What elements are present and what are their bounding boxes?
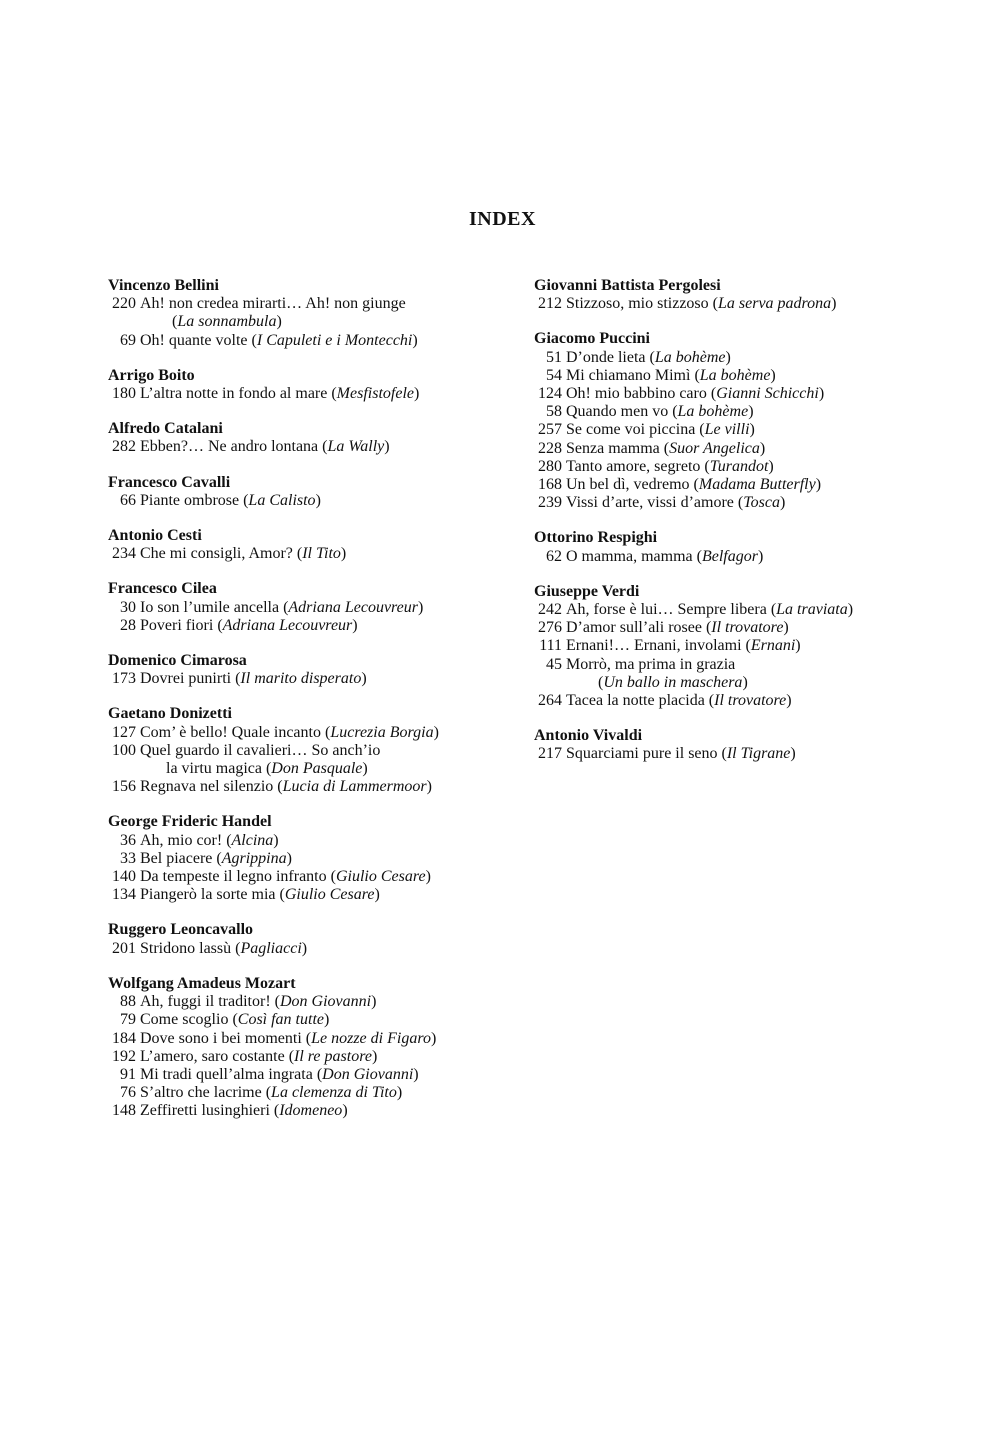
page-number: 45 bbox=[546, 655, 562, 673]
page-number: 192 bbox=[112, 1047, 136, 1065]
index-column-right bbox=[534, 277, 934, 781]
index-entry: 76 S’altro che lacrime (La clemenza di Tito) bbox=[108, 1084, 508, 1102]
index-entry: 280 Tanto amore, segreto (Turandot) bbox=[534, 458, 934, 476]
index-entry: 156 Regnava nel silenzio (Lucia di Lammermoor) bbox=[108, 778, 508, 796]
index-entry: 58 Quando men vo (La bohème) bbox=[534, 403, 934, 421]
opera-title: I Capuleti e i Montecchi bbox=[256, 331, 413, 349]
composer-block bbox=[108, 580, 508, 635]
opera-title: Don Giovanni bbox=[279, 993, 372, 1011]
page-number: 33 bbox=[120, 849, 136, 867]
composer-block bbox=[534, 277, 934, 313]
index-entry: 180 L’altra notte in fondo al mare (Mesfistofele) bbox=[108, 385, 508, 403]
opera-title: Un ballo in maschera bbox=[603, 673, 743, 691]
aria-title: Come scoglio bbox=[140, 1011, 229, 1029]
index-entry: 51 D’onde lieta (La bohème) bbox=[534, 349, 934, 367]
page-number: 239 bbox=[538, 494, 562, 512]
page-number: 88 bbox=[120, 993, 136, 1011]
aria-title: D’amor sull’ali rosee bbox=[566, 619, 702, 637]
aria-title: Squarciami pure il seno bbox=[566, 745, 718, 763]
composer-name: Francesco Cilea bbox=[108, 580, 217, 598]
opera-title: Don Giovanni bbox=[322, 1065, 414, 1083]
opera-title: La clemenza di Tito bbox=[271, 1084, 397, 1102]
composer-block bbox=[108, 474, 508, 510]
composer-block bbox=[534, 330, 934, 512]
index-entry: 184 Dove sono i bei momenti (Le nozze di Figaro) bbox=[108, 1030, 508, 1048]
opera-title: Pagliacci bbox=[240, 939, 302, 957]
composer-name: Wolfgang Amadeus Mozart bbox=[108, 974, 296, 992]
opera-title: La Calisto bbox=[248, 491, 316, 509]
aria-title: Se come voi piccina bbox=[566, 421, 696, 439]
opera-title: Il trovatore bbox=[714, 692, 787, 710]
index-entry: 79 Come scoglio (Così fan tutte) bbox=[108, 1011, 508, 1029]
opera-title: Le nozze di Figaro bbox=[311, 1029, 431, 1047]
opera-title: La bohème bbox=[699, 366, 771, 384]
index-entry: 54 Mi chiamano Mimì (La bohème) bbox=[534, 367, 934, 385]
index-entry: 239 Vissi d’arte, vissi d’amore (Tosca) bbox=[534, 494, 934, 512]
aria-title: Quando men vo bbox=[566, 403, 669, 421]
page-number: 54 bbox=[546, 366, 562, 384]
aria-title: L’altra notte in fondo al mare bbox=[140, 385, 328, 403]
composer-name: Domenico Cimarosa bbox=[108, 652, 247, 670]
aria-title: Dovrei punirti bbox=[140, 670, 232, 688]
opera-title: La traviata bbox=[776, 601, 848, 619]
page-number: 124 bbox=[538, 385, 562, 403]
aria-title: Vissi d’arte, vissi d’amore bbox=[566, 494, 734, 512]
index-entry: 212 Stizzoso, mio stizzoso (La serva padrona) bbox=[534, 295, 934, 313]
composer-block bbox=[108, 705, 508, 796]
index-entry: 228 Senza mamma (Suor Angelica) bbox=[534, 440, 934, 458]
index-entry: 88 Ah, fuggi il traditor! (Don Giovanni) bbox=[108, 993, 508, 1011]
page-number: 79 bbox=[120, 1011, 136, 1029]
aria-title: la virtu magica bbox=[166, 760, 262, 778]
index-entry bbox=[108, 742, 508, 760]
opera-title: Il marito disperato bbox=[240, 670, 362, 688]
index-entry: 111 Ernani!… Ernani, involami (Ernani) bbox=[534, 637, 934, 655]
page-number: 76 bbox=[120, 1084, 136, 1102]
page-number: 234 bbox=[112, 545, 136, 563]
index-entry: 36 Ah, mio cor! (Alcina) bbox=[108, 832, 508, 850]
index-entry: 30 Io son l’umile ancella (Adriana Lecouvreur) bbox=[108, 599, 508, 617]
index-entry: 66 Piante ombrose (La Calisto) bbox=[108, 492, 508, 510]
opera-title: Agrippina bbox=[221, 849, 287, 867]
composer-name: Francesco Cavalli bbox=[108, 473, 231, 491]
index-entry: 276 D’amor sull’ali rosee (Il trovatore) bbox=[534, 619, 934, 637]
aria-title: Bel piacere bbox=[140, 849, 213, 867]
aria-title: Poveri fiori bbox=[140, 616, 214, 634]
index-entry: 69 Oh! quante volte (I Capuleti e i Montecchi) bbox=[108, 332, 508, 350]
opera-title: La bohème bbox=[654, 348, 726, 366]
entry-continuation: (La sonnambula) bbox=[172, 313, 282, 331]
opera-title: Il re pastore bbox=[294, 1047, 372, 1065]
index-entry: 201 Stridono lassù (Pagliacci) bbox=[108, 940, 508, 958]
page-number: 242 bbox=[538, 601, 562, 619]
entry-continuation: (Un ballo in maschera) bbox=[598, 673, 748, 691]
opera-title: Giulio Cesare bbox=[335, 868, 426, 886]
opera-title: Il Tito bbox=[302, 545, 341, 563]
aria-title: Ah, forse è lui… Sempre libera bbox=[566, 601, 767, 619]
aria-title: Regnava nel silenzio bbox=[140, 778, 274, 796]
composer-name: Ruggero Leoncavallo bbox=[108, 921, 254, 939]
page-number: 100 bbox=[112, 741, 136, 759]
composer-block bbox=[534, 583, 934, 710]
aria-title: Da tempeste il legno infranto bbox=[140, 868, 327, 886]
composer-block bbox=[534, 529, 934, 565]
aria-title: Ernani!… Ernani, involami bbox=[566, 637, 742, 655]
page-number: 91 bbox=[120, 1065, 136, 1083]
page-number: 276 bbox=[538, 619, 562, 637]
index-entry: 192 L’amero, saro costante (Il re pastore) bbox=[108, 1048, 508, 1066]
opera-title: Lucia di Lammermoor bbox=[282, 778, 427, 796]
opera-title: Lucrezia Borgia bbox=[330, 723, 434, 741]
page-number: 28 bbox=[120, 616, 136, 634]
index-column-left bbox=[108, 277, 508, 1138]
aria-title: Mi tradi quell’alma ingrata bbox=[140, 1065, 313, 1083]
composer-name: Gaetano Donizetti bbox=[108, 705, 232, 723]
page-number: 134 bbox=[112, 886, 136, 904]
opera-title: La serva padrona bbox=[717, 295, 832, 313]
page-number: 66 bbox=[120, 491, 136, 509]
aria-title: Mi chiamano Mimì bbox=[566, 366, 691, 384]
composer-block bbox=[108, 921, 508, 957]
opera-title: Turandot bbox=[709, 457, 769, 475]
composer-name: Giuseppe Verdi bbox=[534, 582, 640, 600]
page-number: 257 bbox=[538, 421, 562, 439]
page-title: INDEX bbox=[469, 208, 536, 230]
opera-title: Madama Butterfly bbox=[698, 476, 816, 494]
composer-block bbox=[108, 975, 508, 1121]
page-number: 168 bbox=[538, 476, 562, 494]
index-entry: 282 Ebben?… Ne andro lontana (La Wally) bbox=[108, 438, 508, 456]
aria-title: Piangerò la sorte mia bbox=[140, 886, 276, 904]
aria-title: Ah, mio cor! bbox=[140, 831, 223, 849]
opera-title: Il trovatore bbox=[711, 619, 784, 637]
page-number: 140 bbox=[112, 868, 136, 886]
aria-title: D’onde lieta bbox=[566, 348, 646, 366]
page-number: 212 bbox=[538, 295, 562, 313]
entry-continuation: la virtu magica (Don Pasquale) bbox=[166, 760, 368, 778]
index-entry: 242 Ah, forse è lui… Sempre libera (La traviata) bbox=[534, 601, 934, 619]
aria-title: Ah, fuggi il traditor! bbox=[140, 993, 271, 1011]
aria-title: Che mi consigli, Amor? bbox=[140, 545, 293, 563]
composer-name: Antonio Vivaldi bbox=[534, 727, 643, 745]
composer-name: Antonio Cesti bbox=[108, 527, 202, 545]
composer-block bbox=[534, 727, 934, 763]
aria-title: Ebben?… Ne andro lontana bbox=[140, 438, 319, 456]
page-number: 180 bbox=[112, 385, 136, 403]
page-number: 58 bbox=[546, 403, 562, 421]
composer-name: Vincenzo Bellini bbox=[108, 277, 219, 294]
opera-title: Le villi bbox=[704, 421, 750, 439]
aria-title: Oh! mio babbino caro bbox=[566, 385, 707, 403]
index-entry: 134 Piangerò la sorte mia (Giulio Cesare) bbox=[108, 886, 508, 904]
index-entry: 28 Poveri fiori (Adriana Lecouvreur) bbox=[108, 617, 508, 635]
index-entry: 91 Mi tradi quell’alma ingrata (Don Giovanni) bbox=[108, 1066, 508, 1084]
opera-title: Così fan tutte bbox=[237, 1011, 324, 1029]
page-number: 217 bbox=[538, 745, 562, 763]
composer-block bbox=[108, 277, 508, 350]
index-entry: 148 Zeffiretti lusinghieri (Idomeneo) bbox=[108, 1102, 508, 1120]
composer-name: Giacomo Puccini bbox=[534, 330, 650, 348]
opera-title: Don Pasquale bbox=[271, 760, 363, 778]
page-number: 148 bbox=[112, 1102, 136, 1120]
opera-title: Giulio Cesare bbox=[284, 886, 375, 904]
opera-title: La Wally bbox=[327, 438, 385, 456]
aria-title: Tacea la notte placida bbox=[566, 692, 705, 710]
opera-title: Mesfistofele bbox=[336, 385, 414, 403]
aria-title: Piante ombrose bbox=[140, 491, 240, 509]
composer-block bbox=[108, 652, 508, 688]
page-number: 282 bbox=[112, 438, 136, 456]
aria-title: Stizzoso, mio stizzoso bbox=[566, 295, 709, 313]
opera-title: La bohème bbox=[677, 403, 749, 421]
composer-block bbox=[108, 813, 508, 904]
aria-title: Un bel dì, vedremo bbox=[566, 476, 690, 494]
index-entry: 168 Un bel dì, vedremo (Madama Butterfly) bbox=[534, 476, 934, 494]
page-number: 62 bbox=[546, 547, 562, 565]
aria-title: Quel guardo il cavalieri… So anch’io bbox=[140, 741, 381, 759]
opera-title: Belfagor bbox=[701, 547, 758, 565]
page-number: 184 bbox=[112, 1029, 136, 1047]
composer-name: Giovanni Battista Pergolesi bbox=[534, 277, 721, 294]
composer-block bbox=[108, 367, 508, 403]
composer-name: George Frideric Handel bbox=[108, 813, 272, 831]
aria-title: Senza mamma bbox=[566, 439, 660, 457]
aria-title: L’amero, saro costante bbox=[140, 1047, 285, 1065]
aria-title: Com’ è bello! Quale incanto bbox=[140, 723, 321, 741]
page-number: 220 bbox=[112, 295, 136, 313]
index-entry: 140 Da tempeste il legno infranto (Giulio Cesare) bbox=[108, 868, 508, 886]
index-entry: 124 Oh! mio babbino caro (Gianni Schicchi) bbox=[534, 385, 934, 403]
opera-title: Idomeneo bbox=[279, 1102, 343, 1120]
aria-title: Ah! non credea mirarti… Ah! non giunge bbox=[140, 295, 406, 313]
aria-title: Morrò, ma prima in grazia bbox=[566, 655, 736, 673]
index-entry bbox=[534, 656, 934, 674]
page-number: 156 bbox=[112, 778, 136, 796]
opera-title: Suor Angelica bbox=[669, 439, 760, 457]
aria-title: Stridono lassù bbox=[140, 939, 232, 957]
page-number: 280 bbox=[538, 457, 562, 475]
aria-title: Zeffiretti lusinghieri bbox=[140, 1102, 270, 1120]
page-number: 30 bbox=[120, 598, 136, 616]
composer-block bbox=[108, 527, 508, 563]
aria-title: Oh! quante volte bbox=[140, 331, 248, 349]
opera-title: Adriana Lecouvreur bbox=[288, 598, 418, 616]
index-entry: 217 Squarciami pure il seno (Il Tigrane) bbox=[534, 745, 934, 763]
page-number: 264 bbox=[538, 692, 562, 710]
opera-title: Ernani bbox=[750, 637, 796, 655]
index-entry: 173 Dovrei punirti (Il marito disperato) bbox=[108, 670, 508, 688]
composer-name: Arrigo Boito bbox=[108, 366, 195, 384]
page-number: 173 bbox=[112, 670, 136, 688]
page-number: 36 bbox=[120, 831, 136, 849]
opera-title: Alcina bbox=[231, 831, 274, 849]
index-entry: 127 Com’ è bello! Quale incanto (Lucrezia Borgia) bbox=[108, 724, 508, 742]
index-entry: 264 Tacea la notte placida (Il trovatore) bbox=[534, 692, 934, 710]
index-entry: 257 Se come voi piccina (Le villi) bbox=[534, 421, 934, 439]
opera-title: Adriana Lecouvreur bbox=[222, 616, 353, 634]
aria-title: Tanto amore, segreto bbox=[566, 457, 701, 475]
opera-title: Il Tigrane bbox=[726, 745, 791, 763]
page-number: 201 bbox=[112, 939, 136, 957]
page-number: 51 bbox=[546, 348, 562, 366]
page-number: 127 bbox=[112, 723, 136, 741]
composer-name: Ottorino Respighi bbox=[534, 529, 658, 547]
index-entry: 33 Bel piacere (Agrippina) bbox=[108, 850, 508, 868]
page-number: 228 bbox=[538, 439, 562, 457]
opera-title: La sonnambula bbox=[177, 313, 277, 331]
aria-title: O mamma, mamma bbox=[566, 547, 693, 565]
aria-title: Dove sono i bei momenti bbox=[140, 1029, 302, 1047]
page-number: 69 bbox=[120, 331, 136, 349]
index-entry: 62 O mamma, mamma (Belfagor) bbox=[534, 548, 934, 566]
aria-title: Io son l’umile ancella bbox=[140, 598, 280, 616]
aria-title: S’altro che lacrime bbox=[140, 1084, 262, 1102]
opera-title: Gianni Schicchi bbox=[716, 385, 819, 403]
page-number: 111 bbox=[539, 637, 562, 655]
composer-block bbox=[108, 420, 508, 456]
index-entry bbox=[108, 295, 508, 313]
opera-title: Tosca bbox=[743, 494, 780, 512]
index-entry: 234 Che mi consigli, Amor? (Il Tito) bbox=[108, 545, 508, 563]
composer-name: Alfredo Catalani bbox=[108, 420, 223, 438]
